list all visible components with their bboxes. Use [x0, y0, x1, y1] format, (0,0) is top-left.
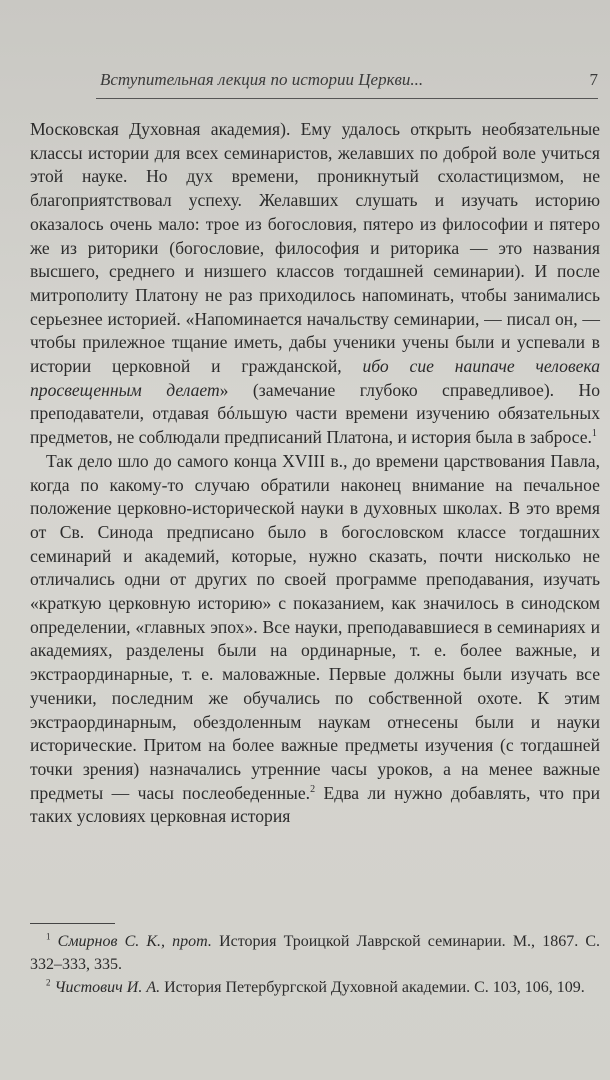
paragraph-text: Едва ли нужно добавлять, что при таких условиях церковная история [30, 782, 600, 827]
header-rule [96, 98, 598, 99]
body-text [30, 118, 600, 829]
footnote-footnote-ref: 2 [46, 977, 51, 988]
footnote-text [51, 933, 58, 950]
footnote-text: История Троицкой Лаврской семинарии. М., 1867. С. 332–333, 335. [30, 933, 601, 973]
footnote-rule [30, 923, 115, 924]
paragraph-footnote-ref: 2 [310, 783, 316, 795]
footnote-italic-text: Чистович И. А. [54, 979, 161, 996]
page-number: 7 [589, 70, 598, 89]
running-head [100, 70, 600, 90]
footnote-1 [30, 930, 600, 976]
paragraph-1 [30, 118, 600, 450]
footnote-2 [30, 976, 600, 999]
paragraph-text: Московская Духовная академия). Ему удалось открыть необязательные классы истории для всех семинаристов, желавших по доброй воле учиться этой науке. Но дух времени, проникнутый схоластицизмом, не благоприятствовал успеху. Желавших слушать и изучать историю оказалось очень мало: трое из богословия, пятеро из философии и пятеро же из риторики (богословие, философия и риторика — это названия высшего, среднего и низшего классов тогдашней семинарии). И после митрополиту Платону не раз приходилось напоминать, чтобы занимались серьезнее историей. «Напоминается начальству семинарии, — писал он, — чтобы прилежное тщание иметь, дабы ученики учены были и успевали в истории церковной и гражданской, [30, 119, 600, 377]
footnote-footnote-ref: 1 [46, 931, 51, 942]
paragraph-italic-text: ибо сие наипаче человека просвещенным делает [30, 356, 600, 400]
paragraph-text: Так дело шло до самого конца XVIII в., до времени царствования Павла, когда по какому-то случаю обратили наконец внимание на печальное положение церковно-исторической науки в духовных школах. В это время от Св. Синода предписано было в богословском классе тогдашних семинарий и академий, которые, нужно сказать, почти нисколько не отличались одни от других по своей программе преподавания, изучать «краткую церковную историю» с показанием, как значилось в синодском определении, «главных эпох». Все науки, преподававшиеся в семинариях и академиях, разделены были на ординарные, т. е. более важные, и экстраординарные, т. е. маловажные. Первые должны были изучать все ученики, последним же обучались по собственной охоте. К этим экстраординарным, обездоленным наукам отнесены были и науки исторические. Притом на более важные предметы изучения (с тогдашней точки зрения) назначались утренние часы уроков, а на менее важные предметы — часы послеобеденные. [30, 450, 600, 803]
paragraph-2 [30, 450, 600, 829]
paragraph-text: » (замечание глубоко справедливое). Но преподаватели, отдавая бóльшую части времени изучению обязательных предметов, не соблюдали предписаний Платона, и история была в забросе. [30, 379, 601, 448]
footnotes [30, 930, 600, 999]
footnote-italic-text: Смирнов С. К., прот. [57, 933, 212, 950]
footnote-text: История Петербургской Духовной академии. С. 103, 106, 109. [160, 979, 585, 996]
running-title: Вступительная лекция по истории Церкви... [100, 70, 424, 89]
paragraph-footnote-ref: 1 [591, 428, 597, 440]
